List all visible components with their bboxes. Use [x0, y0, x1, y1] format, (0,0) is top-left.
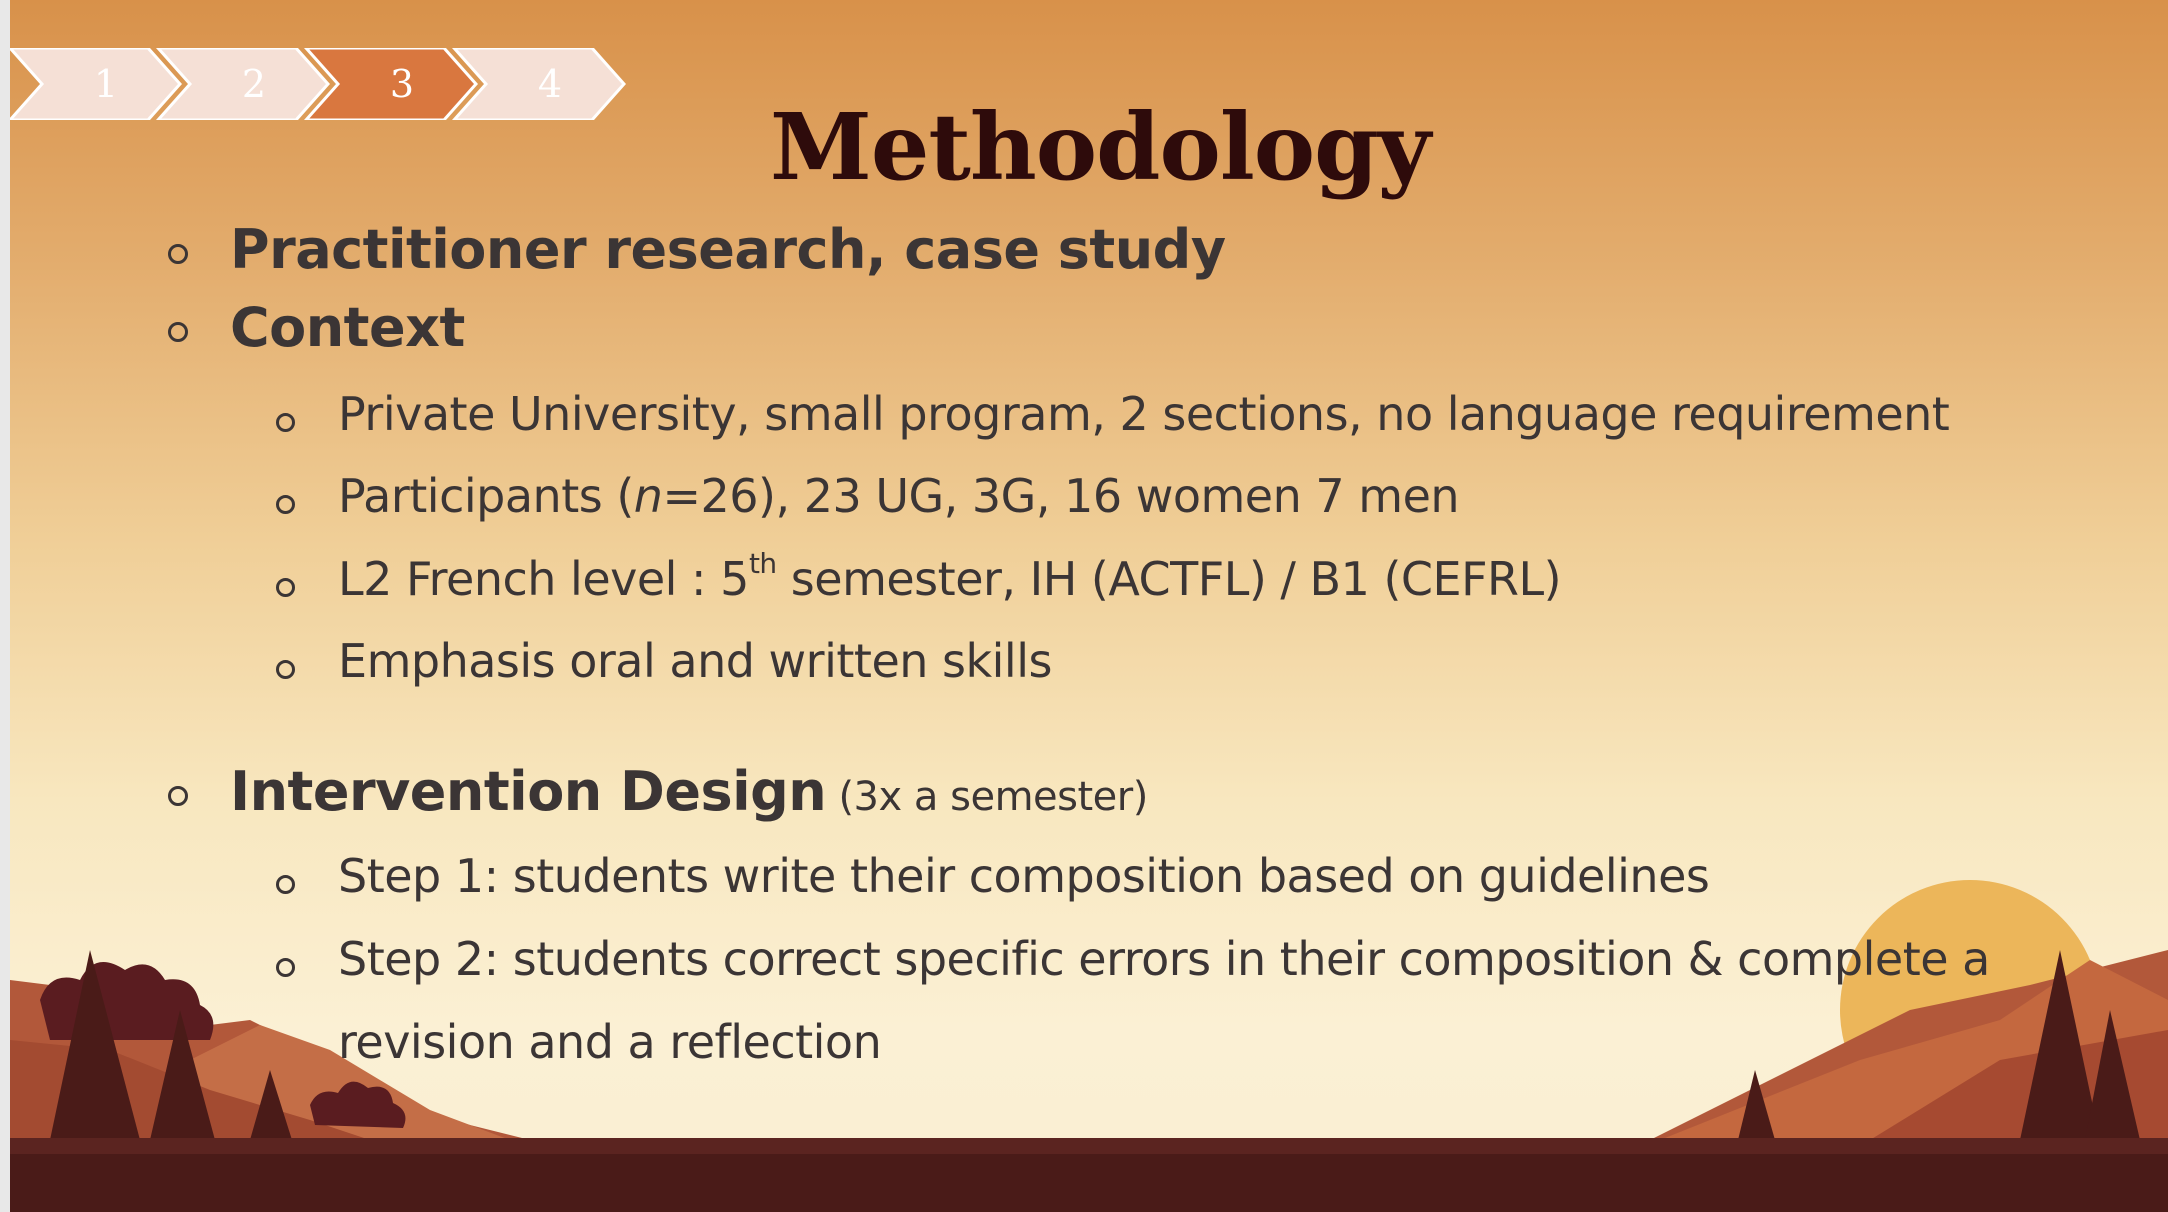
item-text: Private University, small program, 2 sections, no language requirement [338, 387, 1950, 441]
bullet-icon [276, 413, 295, 432]
bullet-icon [276, 495, 295, 514]
list-subitem-university [338, 387, 1949, 441]
step-progress-nav [10, 48, 630, 120]
bullet-icon [276, 958, 295, 977]
step-3-label[interactable]: 3 [389, 62, 415, 106]
bullet-icon [168, 244, 188, 264]
item-note: (3x a semester) [826, 774, 1148, 820]
slide [10, 0, 2168, 1212]
slide-title: Methodology [770, 93, 1430, 201]
bullet-icon [168, 786, 188, 806]
bullet-icon [276, 578, 295, 597]
item-text-n: n [633, 469, 663, 523]
list-subitem-level [338, 547, 1562, 606]
item-text-prefix: L2 French level : 5 [338, 552, 749, 606]
item-text: Step 1: students write their composition based on guidelines [338, 849, 1710, 903]
item-text: Context [230, 296, 465, 359]
item-text-suffix: semester, IH (ACTFL) / B1 (CEFRL) [776, 552, 1562, 606]
bullet-icon [276, 875, 295, 894]
list-subitem-participants [338, 469, 1459, 523]
list-subitem-step1 [338, 849, 1709, 903]
item-text: Practitioner research, case study [230, 218, 1226, 281]
list-subitem-step2 [338, 932, 1990, 986]
list-subitem-step2-continuation [338, 1015, 881, 1069]
item-text-suffix: =26), 23 UG, 3G, 16 women 7 men [662, 469, 1460, 523]
step-1-label[interactable]: 1 [93, 62, 119, 106]
list-item-context [230, 296, 465, 359]
list-subitem-emphasis [338, 634, 1052, 688]
left-bush [40, 962, 213, 1040]
item-text: revision and a reflection [338, 1015, 882, 1069]
bullet-icon [276, 660, 295, 679]
item-text: Intervention Design [230, 760, 827, 823]
item-text: Emphasis oral and written skills [338, 634, 1052, 688]
item-text-prefix: Participants ( [338, 469, 634, 523]
bullet-icon [168, 322, 188, 342]
list-item-practitioner [230, 218, 1226, 281]
list-item-intervention [230, 760, 1148, 823]
step-4-label[interactable]: 4 [537, 62, 563, 106]
item-text-superscript: th [748, 547, 777, 580]
item-text: Step 2: students correct specific errors in their composition & complete a [338, 932, 1990, 986]
step-2-label[interactable]: 2 [241, 62, 267, 106]
